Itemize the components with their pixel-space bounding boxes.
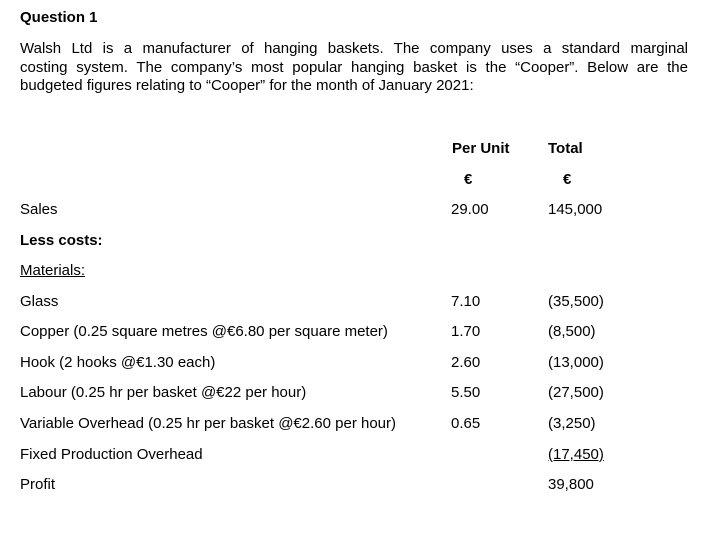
row-label-variable-overhead: Variable Overhead (0.25 hr per basket @€2.60 per hour) — [20, 415, 396, 432]
total-header: Total — [548, 140, 583, 157]
row-label-hook: Hook (2 hooks @€1.30 each) — [20, 354, 216, 371]
row-per-unit-labour: 5.50 — [451, 384, 481, 401]
question-title: Question 1 — [20, 9, 98, 26]
row-total-sales: 145,000 — [548, 201, 603, 218]
row-label-less-costs: Less costs: — [20, 232, 103, 249]
row-label-sales: Sales — [20, 201, 58, 218]
row-per-unit-copper: 1.70 — [451, 323, 481, 340]
row-total-profit: 39,800 — [548, 476, 594, 493]
intro-line-3: budgeted figures relating to “Cooper” for the month of January 2021: — [20, 77, 474, 94]
per-unit-currency: € — [464, 171, 473, 188]
row-total-labour: (27,500) — [548, 384, 604, 401]
row-label-copper: Copper (0.25 square metres @€6.80 per square meter) — [20, 323, 388, 340]
intro-line-1: Walsh Ltd is a manufacturer of hanging baskets. The company uses a standard marginal — [20, 40, 688, 57]
row-label-fixed-production-overhead: Fixed Production Overhead — [20, 446, 203, 463]
row-per-unit-variable-overhead: 0.65 — [451, 415, 481, 432]
row-label-labour: Labour (0.25 hr per basket @€22 per hour) — [20, 384, 307, 401]
row-total-fixed-production-overhead: (17,450) — [548, 446, 604, 463]
row-per-unit-glass: 7.10 — [451, 293, 481, 310]
row-per-unit-hook: 2.60 — [451, 354, 481, 371]
intro-line-2: costing system. The company’s most popular hanging basket is the “Cooper”. Below are the — [20, 58, 688, 76]
row-per-unit-sales: 29.00 — [451, 201, 489, 218]
row-label-glass: Glass — [20, 293, 59, 310]
row-label-profit: Profit — [20, 476, 56, 493]
intro-paragraph — [20, 40, 688, 96]
row-total-hook: (13,000) — [548, 354, 604, 371]
row-total-variable-overhead: (3,250) — [548, 415, 596, 432]
row-label-materials: Materials: — [20, 262, 86, 279]
total-currency: € — [563, 171, 572, 188]
per-unit-header: Per Unit — [452, 140, 510, 157]
row-total-glass: (35,500) — [548, 293, 604, 310]
row-total-copper: (8,500) — [548, 323, 596, 340]
